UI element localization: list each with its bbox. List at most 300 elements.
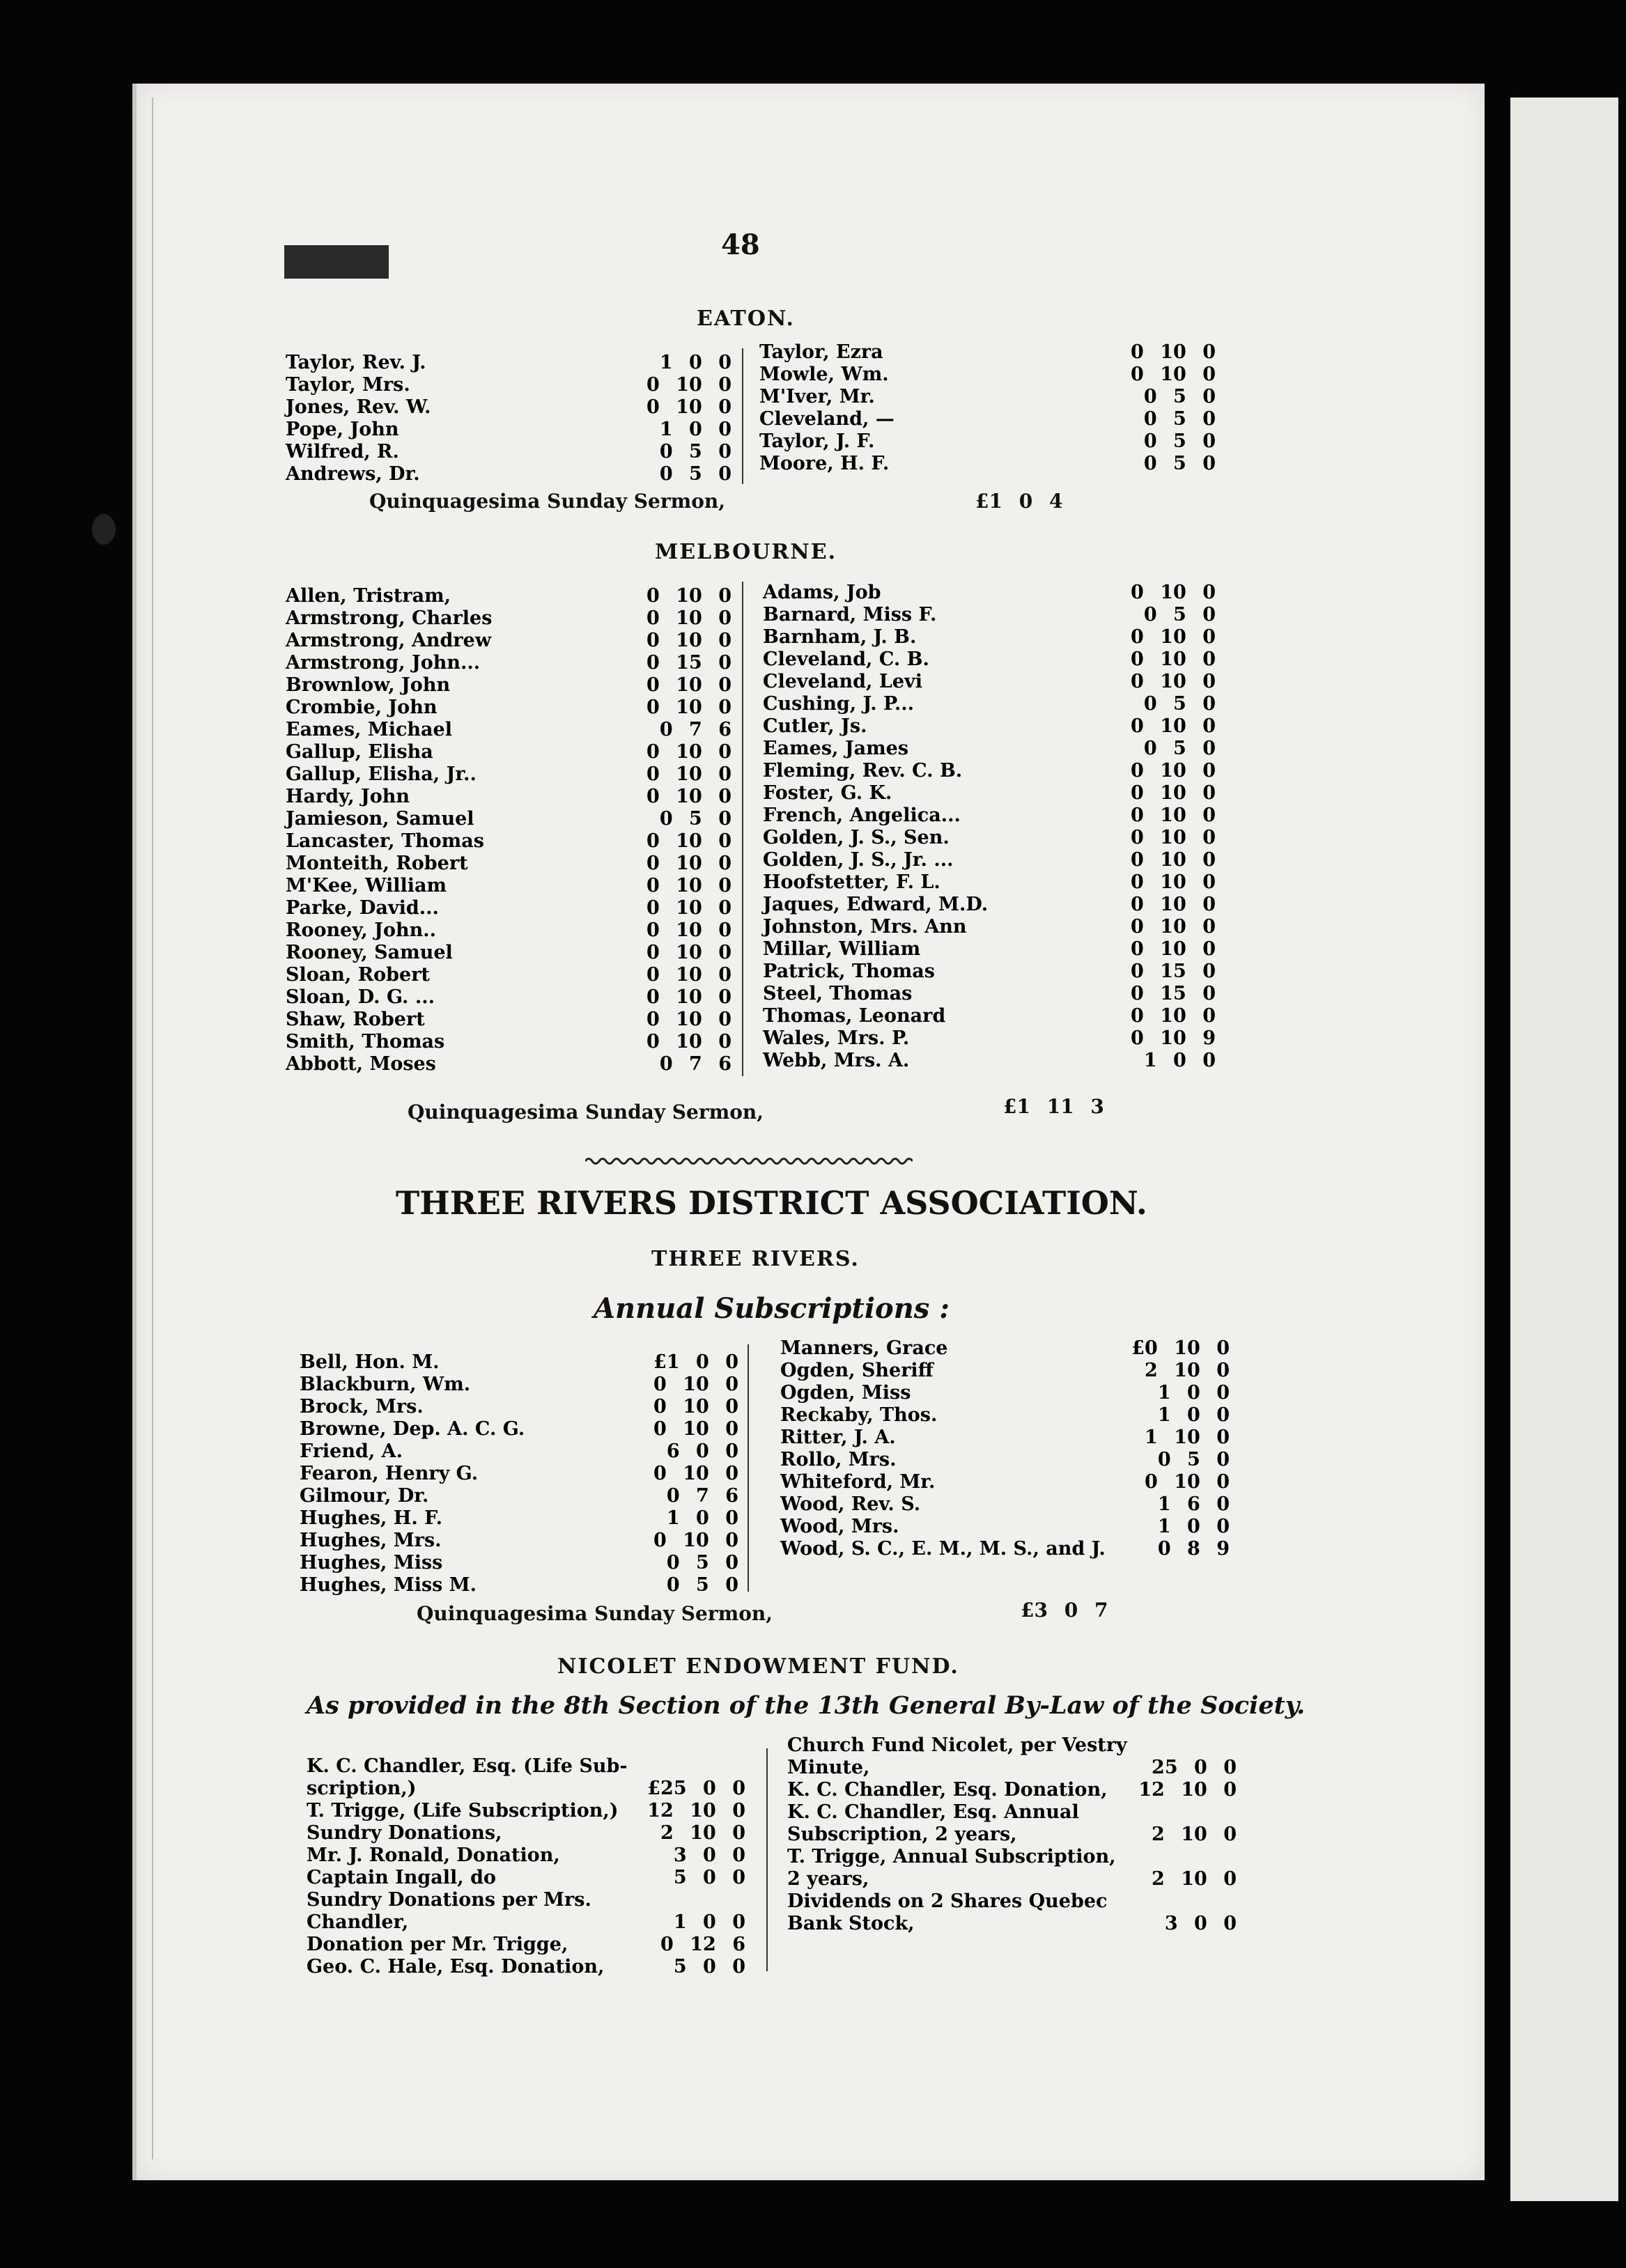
subscription-amount: 0 5 0 xyxy=(659,463,731,485)
subscription-amount: 0 10 0 xyxy=(646,741,731,763)
subscription-amount: 0 5 0 xyxy=(1143,386,1216,407)
subscriber-name: Rooney, Samuel xyxy=(286,942,453,963)
subscription-row xyxy=(763,782,1223,805)
subscription-amount: 1 6 0 xyxy=(1157,1493,1230,1515)
subscription-row xyxy=(286,352,738,374)
subscription-amount: 0 10 0 xyxy=(1131,938,1216,960)
subscriber-name: K. C. Chandler, Esq. (Life Sub- xyxy=(307,1755,628,1777)
subscription-amount: 0 10 0 xyxy=(1131,782,1216,804)
subscription-amount: 2 10 0 xyxy=(660,1822,745,1844)
subscriber-name: Andrews, Dr. xyxy=(286,463,420,485)
subscriber-name: Barnard, Miss F. xyxy=(763,604,937,626)
subscription-row xyxy=(780,1538,1230,1560)
subscriber-name: Gallup, Elisha, Jr.. xyxy=(286,763,477,785)
subscription-row xyxy=(763,1005,1223,1027)
subscription-row xyxy=(787,1779,1240,1801)
subscription-amount: £1 0 0 xyxy=(653,1351,738,1373)
nicolet-left-column xyxy=(307,1755,752,1978)
eaton-heading: EATON. xyxy=(697,306,795,331)
subscription-amount: 2 10 0 xyxy=(1145,1360,1230,1381)
subscription-amount: 0 10 0 xyxy=(646,919,731,941)
subscriber-name: Hughes, Miss M. xyxy=(300,1574,477,1596)
subscriber-name: Hughes, Miss xyxy=(300,1552,443,1574)
subscriber-name: Taylor, Rev. J. xyxy=(286,352,426,373)
subscriber-name: Blackburn, Wm. xyxy=(300,1374,471,1395)
subscriber-name: Dividends on 2 Shares Quebec xyxy=(787,1890,1108,1912)
subscription-amount: 0 10 0 xyxy=(1131,760,1216,782)
subscriber-name: Hughes, Mrs. xyxy=(300,1530,442,1551)
subscription-row xyxy=(300,1418,745,1440)
subscription-amount: 0 10 0 xyxy=(1131,849,1216,871)
library-stamp xyxy=(284,245,389,279)
subscription-amount: 0 5 0 xyxy=(1157,1449,1230,1470)
subscription-row xyxy=(780,1493,1230,1516)
subscriber-name: Jones, Rev. W. xyxy=(286,396,431,418)
subscription-row xyxy=(300,1530,745,1552)
subscriber-name: Rooney, John.. xyxy=(286,919,437,941)
subscription-amount: £25 0 0 xyxy=(647,1778,745,1799)
subscription-row xyxy=(780,1449,1230,1471)
subscriber-name: Sloan, D. G. ... xyxy=(286,986,435,1008)
facing-page-edge xyxy=(1510,98,1618,2201)
subscriber-name: Reckaby, Thos. xyxy=(780,1404,938,1426)
subscriber-name: Moore, H. F. xyxy=(759,453,890,474)
subscriber-name: Sundry Donations, xyxy=(307,1822,502,1844)
page-edge xyxy=(152,98,153,2159)
subscription-row xyxy=(286,763,738,786)
subscription-amount: 0 10 0 xyxy=(653,1374,738,1395)
subscription-row xyxy=(286,786,738,808)
column-divider xyxy=(766,1748,768,1971)
subscription-row xyxy=(307,1822,752,1844)
subscriber-name: Wilfred, R. xyxy=(286,441,399,463)
subscription-amount: 0 15 0 xyxy=(1131,983,1216,1004)
column-divider xyxy=(742,348,743,484)
subscription-row xyxy=(307,1911,752,1934)
subscription-row xyxy=(763,849,1223,871)
subscriber-name: Captain Ingall, do xyxy=(307,1867,496,1888)
subscription-amount: £0 10 0 xyxy=(1131,1337,1230,1359)
subscription-amount: 3 0 0 xyxy=(1164,1913,1237,1934)
subscription-amount: 0 10 0 xyxy=(646,964,731,986)
subscriber-name: Wood, Rev. S. xyxy=(780,1493,921,1515)
subscription-amount: 0 10 0 xyxy=(646,942,731,963)
subscriber-name: Taylor, Mrs. xyxy=(286,374,410,396)
subscriber-name: Cleveland, — xyxy=(759,408,895,430)
subscription-amount: 1 0 0 xyxy=(666,1507,738,1529)
nicolet-heading: NICOLET ENDOWMENT FUND. xyxy=(557,1654,959,1679)
subscription-row xyxy=(286,607,738,630)
subscription-amount: 0 10 0 xyxy=(1145,1471,1230,1493)
subscriber-name: K. C. Chandler, Esq. Annual xyxy=(787,1801,1079,1823)
subscriber-name: Adams, Job xyxy=(763,582,881,603)
subscription-amount: 25 0 0 xyxy=(1152,1757,1237,1778)
subscription-amount: 0 10 0 xyxy=(1131,648,1216,670)
annual-subscriptions-heading: Annual Subscriptions : xyxy=(594,1292,950,1325)
subscription-amount: 0 10 0 xyxy=(646,763,731,785)
subscription-row xyxy=(780,1471,1230,1493)
subscription-row xyxy=(300,1463,745,1485)
subscription-row xyxy=(780,1427,1230,1449)
eaton-right-column xyxy=(759,341,1219,475)
subscription-amount: 0 5 0 xyxy=(1143,453,1216,474)
subscription-row xyxy=(286,830,738,853)
subscription-row xyxy=(307,1934,752,1956)
subscription-amount: 0 12 6 xyxy=(660,1934,745,1955)
subscription-amount: 0 7 6 xyxy=(659,1053,731,1075)
three-rivers-association-heading: THREE RIVERS DISTRICT ASSOCIATION. xyxy=(396,1184,1147,1222)
subscription-row xyxy=(763,916,1223,938)
subscriber-name: Barnham, J. B. xyxy=(763,626,917,648)
subscription-row xyxy=(286,853,738,875)
subscriber-name: Golden, J. S., Sen. xyxy=(763,827,950,848)
subscription-row xyxy=(787,1734,1240,1757)
subscription-row xyxy=(763,938,1223,961)
subscription-row xyxy=(763,693,1223,715)
subscription-row xyxy=(300,1374,745,1396)
column-divider xyxy=(742,582,743,1076)
subscription-row xyxy=(787,1846,1240,1868)
subscriber-name: Patrick, Thomas xyxy=(763,961,935,982)
subscriber-name: Taylor, Ezra xyxy=(759,341,883,363)
subscription-amount: 0 10 0 xyxy=(646,585,731,607)
subscriber-name: M'Iver, Mr. xyxy=(759,386,875,407)
subscriber-name: Chandler, xyxy=(307,1911,409,1933)
subscription-amount: 0 10 0 xyxy=(646,897,731,919)
subscription-amount: 0 10 0 xyxy=(646,630,731,651)
subscription-row xyxy=(307,1800,752,1822)
melbourne-left-column xyxy=(286,585,738,1075)
subscriber-name: Rollo, Mrs. xyxy=(780,1449,897,1470)
subscription-row xyxy=(307,1844,752,1867)
subscription-row xyxy=(286,919,738,942)
subscriber-name: Jaques, Edward, M.D. xyxy=(763,894,989,915)
subscription-row xyxy=(286,808,738,830)
subscriber-name: M'Kee, William xyxy=(286,875,447,896)
three-rivers-subheading: THREE RIVERS. xyxy=(651,1247,860,1271)
subscription-amount: 0 10 0 xyxy=(1131,364,1216,385)
subscriber-name: French, Angelica... xyxy=(763,805,961,826)
subscriber-name: Thomas, Leonard xyxy=(763,1005,946,1027)
melbourne-sermon-amount: £1 11 3 xyxy=(1003,1095,1104,1118)
subscription-amount: 0 5 0 xyxy=(1143,693,1216,715)
subscriber-name: Ogden, Miss xyxy=(780,1382,911,1404)
subscriber-name: Browne, Dep. A. C. G. xyxy=(300,1418,525,1440)
subscriber-name: Foster, G. K. xyxy=(763,782,892,804)
subscription-row xyxy=(759,386,1219,408)
subscription-row xyxy=(787,1890,1240,1913)
subscriber-name: Armstrong, John... xyxy=(286,652,481,674)
subscriber-name: Donation per Mr. Trigge, xyxy=(307,1934,568,1955)
subscription-row xyxy=(286,697,738,719)
subscriber-name: Lancaster, Thomas xyxy=(286,830,484,852)
subscriber-name: Hoofstetter, F. L. xyxy=(763,871,940,893)
subscription-amount: 0 5 0 xyxy=(1143,408,1216,430)
subscriber-name: Shaw, Robert xyxy=(286,1009,425,1030)
subscription-amount: 1 0 0 xyxy=(1157,1516,1230,1537)
subscription-row xyxy=(286,986,738,1009)
subscription-amount: 0 10 0 xyxy=(653,1396,738,1418)
subscriber-name: Brock, Mrs. xyxy=(300,1396,424,1418)
subscription-row xyxy=(286,1031,738,1053)
subscription-row xyxy=(286,630,738,652)
subscription-amount: 0 10 0 xyxy=(1131,805,1216,826)
subscription-row xyxy=(307,1867,752,1889)
subscription-amount: 0 10 0 xyxy=(1131,827,1216,848)
subscription-row xyxy=(286,1053,738,1075)
subscription-amount: 0 10 0 xyxy=(1131,582,1216,603)
subscriber-name: Wales, Mrs. P. xyxy=(763,1027,910,1049)
subscription-row xyxy=(759,341,1219,364)
subscription-amount: 0 5 0 xyxy=(659,808,731,830)
subscription-row xyxy=(286,652,738,674)
subscriber-name: Allen, Tristram, xyxy=(286,585,451,607)
subscriber-name: Armstrong, Charles xyxy=(286,607,493,629)
subscription-row xyxy=(763,626,1223,648)
subscription-row xyxy=(300,1507,745,1530)
subscription-row xyxy=(286,441,738,463)
subscriber-name: Monteith, Robert xyxy=(286,853,468,874)
subscriber-name: Hughes, H. F. xyxy=(300,1507,442,1529)
subscription-amount: 1 0 0 xyxy=(1143,1050,1216,1071)
melbourne-heading: MELBOURNE. xyxy=(655,540,837,564)
subscriber-name: Steel, Thomas xyxy=(763,983,913,1004)
subscriber-name: Fearon, Henry G. xyxy=(300,1463,479,1484)
subscriber-name: Eames, James xyxy=(763,738,909,759)
subscription-row xyxy=(286,396,738,419)
subscriber-name: T. Trigge, (Life Subscription,) xyxy=(307,1800,619,1822)
subscriber-name: Parke, David... xyxy=(286,897,439,919)
subscription-row xyxy=(307,1778,752,1800)
subscription-amount: 0 10 0 xyxy=(1131,341,1216,363)
subscription-row xyxy=(300,1574,745,1597)
subscriber-name: K. C. Chandler, Esq. Donation, xyxy=(787,1779,1108,1801)
subscription-amount: 0 10 0 xyxy=(1131,916,1216,938)
section-divider-ornament xyxy=(585,1156,913,1166)
subscription-row xyxy=(780,1337,1230,1360)
subscription-row xyxy=(286,419,738,441)
subscription-row xyxy=(763,760,1223,782)
subscription-row xyxy=(286,964,738,986)
subscriber-name: Golden, J. S., Jr. ... xyxy=(763,849,954,871)
subscriber-name: Friend, A. xyxy=(300,1440,403,1462)
subscription-amount: 0 5 0 xyxy=(1143,430,1216,452)
subscription-amount: 1 0 0 xyxy=(659,419,731,440)
subscriber-name: Cushing, J. P... xyxy=(763,693,915,715)
subscription-amount: 0 10 0 xyxy=(653,1463,738,1484)
subscription-amount: 12 10 0 xyxy=(647,1800,745,1822)
melbourne-sermon-label: Quinquagesima Sunday Sermon, xyxy=(408,1101,764,1124)
subscriber-name: Ogden, Sheriff xyxy=(780,1360,934,1381)
subscription-row xyxy=(780,1382,1230,1404)
subscription-amount: 0 7 6 xyxy=(666,1485,738,1507)
subscription-amount: 0 10 0 xyxy=(646,1009,731,1030)
nicolet-provision-note: As provided in the 8th Section of the 13th General By-Law of the Society. xyxy=(307,1691,1306,1720)
subscription-amount: 0 7 6 xyxy=(659,719,731,740)
subscriber-name: Bank Stock, xyxy=(787,1913,915,1934)
subscription-amount: 2 10 0 xyxy=(1152,1868,1237,1890)
subscription-row xyxy=(780,1360,1230,1382)
subscription-amount: 0 15 0 xyxy=(1131,961,1216,982)
subscription-amount: 2 10 0 xyxy=(1152,1824,1237,1845)
subscription-row xyxy=(307,1889,752,1911)
subscription-amount: 0 10 0 xyxy=(1131,671,1216,692)
subscription-amount: 0 10 0 xyxy=(646,396,731,418)
subscriber-name: Wood, Mrs. xyxy=(780,1516,899,1537)
subscription-amount: 0 10 0 xyxy=(646,986,731,1008)
subscription-row xyxy=(763,805,1223,827)
subscription-row xyxy=(763,671,1223,693)
subscription-row xyxy=(286,875,738,897)
subscriber-name: scription,) xyxy=(307,1778,417,1799)
subscriber-name: Armstrong, Andrew xyxy=(286,630,492,651)
subscription-amount: 0 5 0 xyxy=(1143,604,1216,626)
subscriber-name: Fleming, Rev. C. B. xyxy=(763,760,963,782)
subscription-amount: 0 10 0 xyxy=(1131,871,1216,893)
subscriber-name: Bell, Hon. M. xyxy=(300,1351,440,1373)
subscriber-name: Abbott, Moses xyxy=(286,1053,436,1075)
subscription-row xyxy=(780,1404,1230,1427)
subscription-amount: 0 10 0 xyxy=(646,853,731,874)
subscription-amount: 12 10 0 xyxy=(1138,1779,1237,1801)
subscription-row xyxy=(763,648,1223,671)
page-number: 48 xyxy=(721,228,760,261)
subscription-amount: 5 0 0 xyxy=(673,1956,745,1978)
subscription-row xyxy=(763,715,1223,738)
subscription-amount: 0 10 0 xyxy=(1131,1005,1216,1027)
subscriber-name: Whiteford, Mr. xyxy=(780,1471,936,1493)
subscriber-name: Geo. C. Hale, Esq. Donation, xyxy=(307,1956,605,1978)
subscription-amount: 0 8 9 xyxy=(1157,1538,1230,1560)
three-rivers-sermon-label: Quinquagesima Sunday Sermon, xyxy=(417,1602,773,1625)
subscriber-name: Webb, Mrs. A. xyxy=(763,1050,910,1071)
subscriber-name: Cleveland, C. B. xyxy=(763,648,929,670)
subscription-row xyxy=(763,582,1223,604)
subscriber-name: Mowle, Wm. xyxy=(759,364,889,385)
subscriber-name: Pope, John xyxy=(286,419,399,440)
subscriber-name: T. Trigge, Annual Subscription, xyxy=(787,1846,1116,1867)
subscription-row xyxy=(787,1868,1240,1890)
subscription-amount: 0 10 0 xyxy=(646,786,731,807)
subscription-row xyxy=(286,585,738,607)
subscriber-name: Sundry Donations per Mrs. xyxy=(307,1889,591,1911)
three-rivers-right-column xyxy=(780,1337,1230,1560)
subscription-row xyxy=(763,1050,1223,1072)
subscriber-name: Eames, Michael xyxy=(286,719,452,740)
subscription-row xyxy=(307,1755,752,1778)
subscription-amount: 5 0 0 xyxy=(673,1867,745,1888)
subscription-row xyxy=(763,983,1223,1005)
subscription-row xyxy=(759,408,1219,430)
subscription-row xyxy=(286,1009,738,1031)
subscription-row xyxy=(286,719,738,741)
subscription-amount: 0 10 0 xyxy=(646,374,731,396)
subscription-row xyxy=(763,1027,1223,1050)
subscription-row xyxy=(759,453,1219,475)
subscription-amount: 0 15 0 xyxy=(646,652,731,674)
subscriber-name: Cutler, Js. xyxy=(763,715,867,737)
subscriber-name: Taylor, J. F. xyxy=(759,430,875,452)
eaton-sermon-label: Quinquagesima Sunday Sermon, xyxy=(369,490,725,513)
subscription-row xyxy=(286,374,738,396)
subscription-amount: 0 10 0 xyxy=(1131,894,1216,915)
subscription-row xyxy=(787,1757,1240,1779)
subscriber-name: Gallup, Elisha xyxy=(286,741,433,763)
subscription-amount: 0 10 0 xyxy=(646,875,731,896)
three-rivers-sermon-amount: £3 0 7 xyxy=(1021,1599,1108,1622)
subscription-row xyxy=(787,1913,1240,1935)
subscription-row xyxy=(300,1351,745,1374)
subscription-row xyxy=(787,1824,1240,1846)
subscription-row xyxy=(763,827,1223,849)
subscription-row xyxy=(300,1485,745,1507)
subscription-amount: 0 10 0 xyxy=(646,1031,731,1053)
subscriber-name: Millar, William xyxy=(763,938,921,960)
eaton-sermon-amount: £1 0 4 xyxy=(975,490,1063,513)
subscription-row xyxy=(300,1396,745,1418)
subscription-amount: 0 5 0 xyxy=(666,1574,738,1596)
subscription-amount: 1 0 0 xyxy=(659,352,731,373)
subscription-row xyxy=(286,674,738,697)
subscription-amount: 6 0 0 xyxy=(666,1440,738,1462)
subscriber-name: Minute, xyxy=(787,1757,870,1778)
subscription-amount: 1 0 0 xyxy=(1157,1404,1230,1426)
column-divider xyxy=(748,1344,749,1592)
subscriber-name: Johnston, Mrs. Ann xyxy=(763,916,967,938)
subscriber-name: Hardy, John xyxy=(286,786,410,807)
subscription-row xyxy=(759,430,1219,453)
subscriber-name: Manners, Grace xyxy=(780,1337,948,1359)
subscription-amount: 0 5 0 xyxy=(1143,738,1216,759)
subscription-row xyxy=(780,1516,1230,1538)
binding-hole xyxy=(92,514,116,545)
subscriber-name: Gilmour, Dr. xyxy=(300,1485,429,1507)
subscription-amount: 3 0 0 xyxy=(673,1844,745,1866)
subscription-amount: 0 10 0 xyxy=(653,1530,738,1551)
subscription-amount: 0 10 9 xyxy=(1131,1027,1216,1049)
subscription-row xyxy=(300,1440,745,1463)
nicolet-right-column xyxy=(787,1734,1240,1935)
subscription-row xyxy=(286,463,738,486)
subscriber-name: Wood, S. C., E. M., M. S., and J. xyxy=(780,1538,1106,1560)
subscription-row xyxy=(286,942,738,964)
subscription-amount: 0 10 0 xyxy=(646,830,731,852)
subscription-row xyxy=(763,961,1223,983)
subscription-amount: 1 0 0 xyxy=(1157,1382,1230,1404)
subscriber-name: 2 years, xyxy=(787,1868,869,1890)
melbourne-right-column xyxy=(763,582,1223,1072)
subscriber-name: Ritter, J. A. xyxy=(780,1427,896,1448)
subscription-row xyxy=(759,364,1219,386)
subscription-row xyxy=(787,1801,1240,1824)
subscriber-name: Smith, Thomas xyxy=(286,1031,445,1053)
subscriber-name: Crombie, John xyxy=(286,697,438,718)
subscription-row xyxy=(286,741,738,763)
subscription-row xyxy=(307,1956,752,1978)
subscription-amount: 0 10 0 xyxy=(1131,626,1216,648)
subscriber-name: Sloan, Robert xyxy=(286,964,430,986)
subscription-amount: 0 10 0 xyxy=(646,607,731,629)
subscription-amount: 0 10 0 xyxy=(646,674,731,696)
subscription-amount: 1 0 0 xyxy=(673,1911,745,1933)
subscription-amount: 1 10 0 xyxy=(1145,1427,1230,1448)
subscription-amount: 0 5 0 xyxy=(659,441,731,463)
subscriber-name: Church Fund Nicolet, per Vestry xyxy=(787,1734,1127,1756)
subscription-row xyxy=(763,894,1223,916)
subscriber-name: Subscription, 2 years, xyxy=(787,1824,1017,1845)
subscription-amount: 0 5 0 xyxy=(666,1552,738,1574)
subscriber-name: Brownlow, John xyxy=(286,674,451,696)
